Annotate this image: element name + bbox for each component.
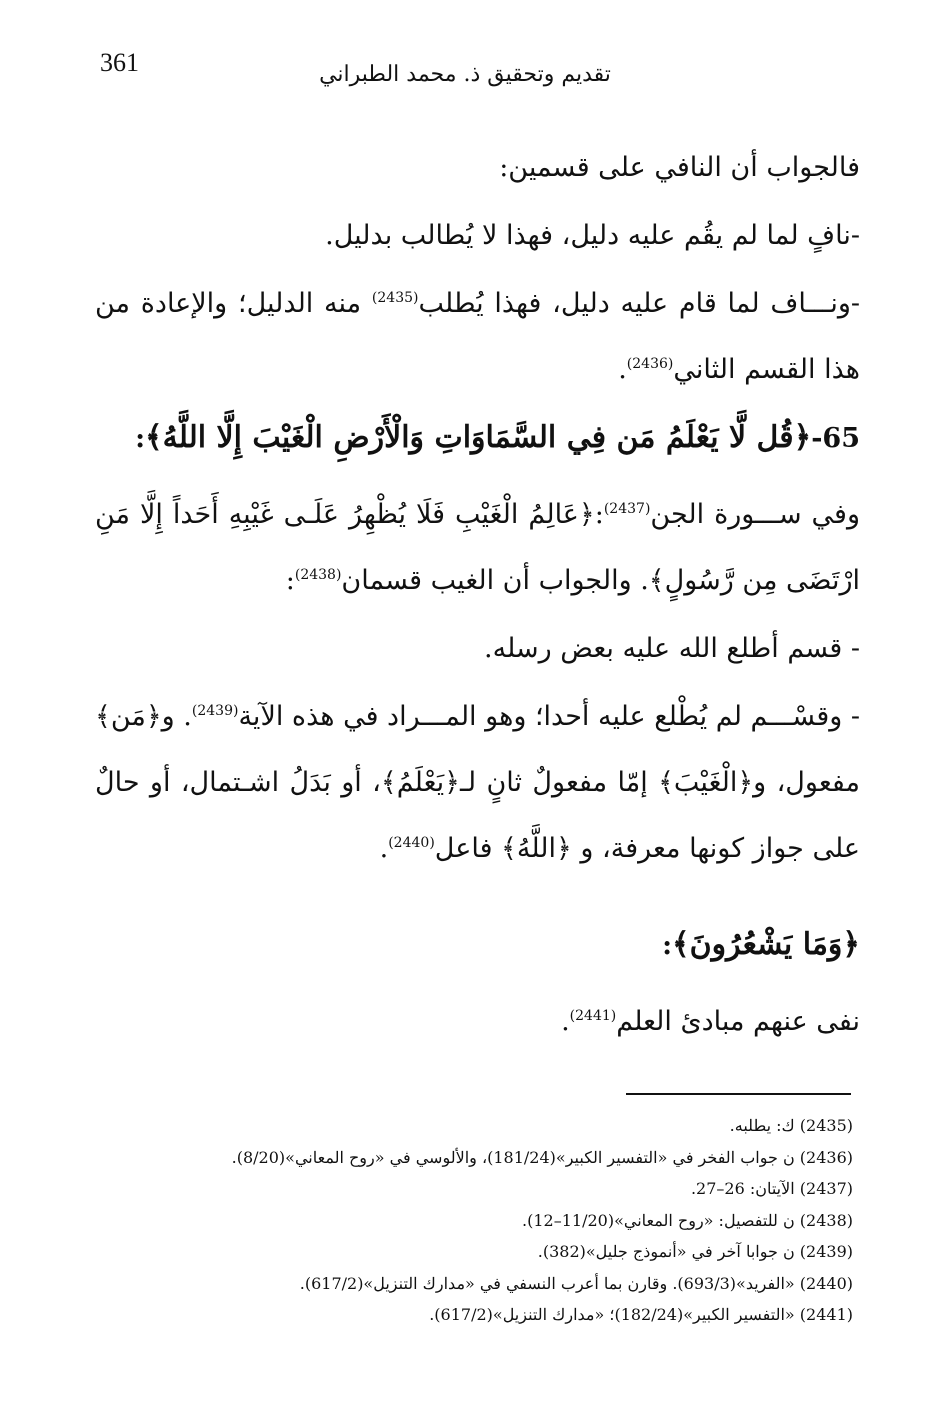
verse-heading-wama <box>95 912 860 979</box>
verse-heading-65 <box>95 405 860 472</box>
footnote-ref-2439[interactable]: (2439) <box>191 703 239 719</box>
footnotes <box>170 1110 853 1331</box>
page-number: 361 <box>100 48 139 77</box>
paragraph-surah-jinn <box>95 482 860 614</box>
footnote-2439: (2439) ن جوابا آخر في «أنموذج جليل»(382). <box>537 1242 853 1261</box>
footnote-2441: (2441) «التفسير الكبير»(182/24)؛ «مدارك التنزيل»(617/2). <box>429 1305 853 1324</box>
footnote-ref-2436[interactable]: (2436) <box>626 356 674 372</box>
text-segment: :﴿عَالِمُ الْغَيْبِ فَلَا يُظْهِرُ عَلَـى غَيْبِهِ أَحَداً إِلَّا مَنِ ارْتَضَى مِن رَّسُولٍ﴾. والجواب أن الغيب قسمان <box>95 499 860 596</box>
footnote-ref-2441[interactable]: (2441) <box>569 1008 617 1024</box>
text-segment: وفي ســـورة الجن <box>650 499 861 530</box>
text-segment: - وقسْـــم لم يُطْلع عليه أحدا؛ وهو المـــراد في هذه الآية <box>238 701 860 732</box>
paragraph-first-type: -نافٍ لما لم يقُم عليه دليل، فهذا لا يُطالب بدليل. <box>325 220 860 251</box>
text-segment: -ونـــاف لما قام عليه دليل، فهذا يُطلب <box>418 288 860 319</box>
text-segment: : <box>662 930 673 961</box>
footnote-ref-2437[interactable]: (2437) <box>603 501 651 517</box>
paragraph-conclusion <box>95 989 860 1055</box>
footnote-ref-2438[interactable]: (2438) <box>294 567 342 583</box>
text-segment: . <box>379 833 389 864</box>
quran-verse: ﴿قُل لَّا يَعْلَمُ مَن فِي السَّمَاوَاتِ وَالْأَرْضِ الْغَيْبَ إِلَّا اللَّهُ﴾ <box>145 420 812 455</box>
paragraph-second-part <box>95 684 860 882</box>
text-segment: نفى عنهم مبادئ العلم <box>616 1006 860 1037</box>
footnote-2436: (2436) ن جواب الفخر في «التفسير الكبير»(181/24)، والألوسي في «روح المعاني»(8/20). <box>231 1147 853 1167</box>
footnote-divider <box>626 1093 851 1095</box>
footnote-2437: (2437) الآيتان: 26–27. <box>690 1179 853 1198</box>
text-segment: منه الدليل؛ والإعادة من هذا القسم الثاني <box>95 288 860 385</box>
footnote-ref-2440[interactable]: (2440) <box>388 835 435 851</box>
text-segment: : <box>135 423 146 454</box>
footnote-ref-2435[interactable]: (2435) <box>371 290 419 306</box>
paragraph-intro: فالجواب أن النافي على قسمين: <box>499 152 860 183</box>
text-segment: : <box>285 565 295 596</box>
paragraph-first-part: - قسم أطلع الله عليه بعض رسله. <box>484 633 860 664</box>
text-segment: . <box>561 1006 570 1037</box>
footnote-2440: (2440) «الفريد»(693/3). وقارن بما أعرب النسفي في «مدارك التنزيل»(617/2). <box>299 1273 853 1293</box>
footnote-2435: (2435) ك: يطلبه. <box>729 1116 853 1135</box>
text-segment: . <box>618 354 627 385</box>
running-title: تقديم وتحقيق ذ. محمد الطبراني <box>319 62 611 87</box>
footnote-2438: (2438) ن للتفصيل: «روح المعاني»(11/20–12). <box>522 1210 853 1230</box>
paragraph-second-type <box>95 271 860 403</box>
main-text <box>95 135 860 1055</box>
text-segment: . و﴿مَن﴾ مفعول، و﴿الْغَيْبَ﴾ إمّا مفعولٌ ثانٍ لـ﴿يَعْلَمُ﴾، أو بَدَلُ اشـتمال، أو حالٌ على جواز كونها معرفة، و ﴿اللَّهُ﴾ فاعل <box>95 701 860 864</box>
quran-verse: ﴿وَمَا يَشْعُرُونَ﴾ <box>672 927 860 962</box>
verse-number: 65- <box>811 423 860 454</box>
